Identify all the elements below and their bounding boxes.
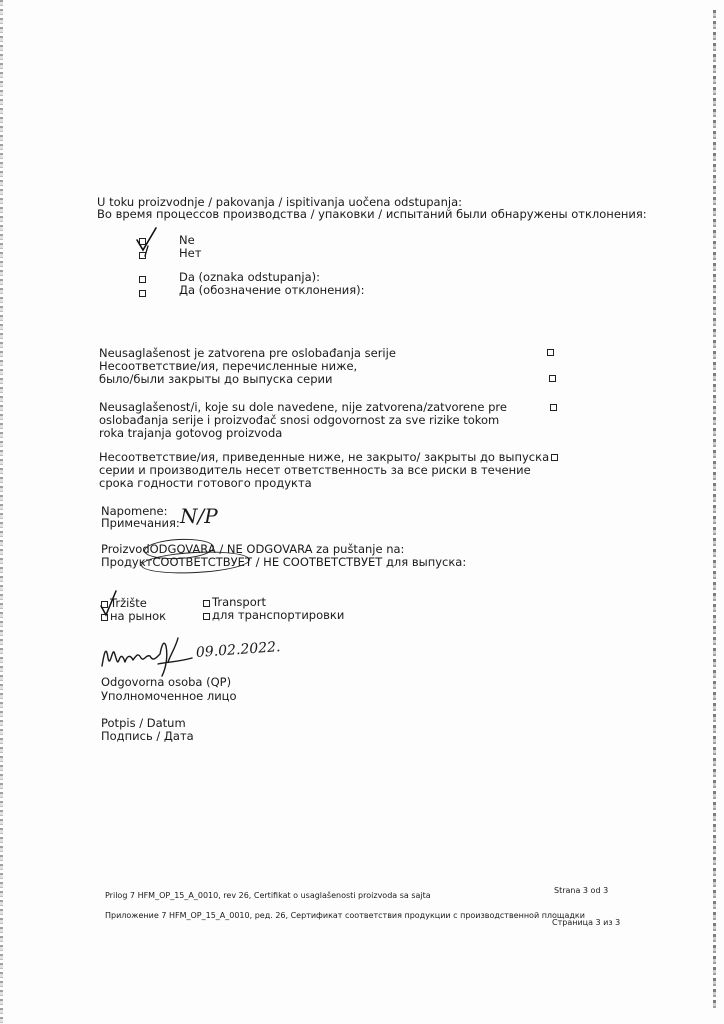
- conformity-prefix-ru: Продукт: [101, 555, 153, 569]
- notes-handwritten-value: N/P: [180, 504, 218, 528]
- nc-open-ru-line3: срока годности готового продукта: [99, 476, 312, 490]
- deviations-heading-sr: U toku proizvodnje / pakovanja / ispitivanja uočena odstupanja:: [97, 195, 463, 209]
- sign-date-label-ru: Подпись / Дата: [101, 729, 194, 743]
- yes-label-sr: Da (oznaka odstupanja):: [179, 270, 320, 284]
- notes-label-sr: Napomene:: [101, 504, 168, 518]
- nc-closed-checkbox-sr[interactable]: [547, 349, 554, 356]
- scan-edge-left: [0, 0, 3, 1024]
- transport-checkbox-sr[interactable]: [203, 600, 210, 607]
- deviations-heading-ru: Во время процессов производства / упаковки / испытаний были обнаружены отклонения:: [97, 207, 647, 221]
- nc-closed-checkbox-ru[interactable]: [549, 375, 556, 382]
- nc-closed-ru-line2: было/были закрыты до выпуска серии: [99, 372, 333, 386]
- nc-open-sr-line3: roka trajanja gotovog proizvoda: [99, 426, 283, 440]
- footer-ref-ru: Приложение 7 HFM_OP_15_A_0010, ред. 26, Сертификат соответствия продукции с производственной площадки: [105, 911, 585, 920]
- transport-checkbox-ru[interactable]: [203, 613, 210, 620]
- qp-label-ru: Уполномоченное лицо: [101, 689, 237, 703]
- nc-open-checkbox-ru[interactable]: [551, 454, 558, 461]
- qp-handwritten-date: 09.02.2022.: [195, 639, 281, 661]
- yes-label-ru: Да (обозначение отклонения):: [179, 283, 365, 297]
- market-label-sr: Tržište: [110, 596, 147, 610]
- no-label-sr: Ne: [179, 233, 195, 247]
- nc-open-sr-line2: oslobađanja serije i proizvođač snosi odgovornost za sve rizike tokom: [99, 413, 500, 427]
- nc-open-sr-line1: Neusaglašenost/i, koje su dole navedene, nije zatvorena/zatvorene pre: [99, 400, 507, 414]
- no-handwritten-checkmark-icon: [134, 226, 160, 258]
- nc-open-ru-line2: серии и производитель несет ответственность за все риски в течение: [99, 463, 531, 477]
- yes-checkbox-ru[interactable]: [139, 290, 146, 297]
- nc-closed-sr: Neusaglašenost je zatvorena pre oslobađanja serije: [99, 346, 396, 360]
- sign-date-label-sr: Potpis / Datum: [101, 716, 186, 730]
- notes-label-ru: Примечания:: [101, 516, 180, 530]
- footer-page-ru: Страница 3 из 3: [552, 918, 621, 927]
- qp-label-sr: Odgovorna osoba (QP): [101, 675, 232, 689]
- nc-closed-ru-line1: Несоответствие/ия, перечисленные ниже,: [99, 359, 358, 373]
- nc-open-ru-line1: Несоответствие/ия, приведенные ниже, не закрыто/ закрыты до выпуска: [99, 450, 550, 464]
- conformity-ok-ru: СООТВЕТСТВУЕТ: [152, 555, 252, 569]
- footer-page-sr: Strana 3 od 3: [554, 886, 609, 895]
- yes-checkbox-sr[interactable]: [139, 276, 146, 283]
- transport-label-ru: для транспортировки: [212, 608, 345, 622]
- transport-label-sr: Transport: [212, 595, 266, 609]
- footer-ref-sr: Prilog 7 HFM_OP_15_A_0010, rev 26, Certifikat o usaglašenosti proizvoda sa sajta: [105, 891, 431, 900]
- market-label-ru: на рынок: [110, 609, 167, 623]
- conformity-rest-ru: / НЕ СООТВЕТСТВУЕТ для выпуска:: [251, 555, 467, 569]
- scan-edge-right: [713, 10, 716, 1010]
- conformity-rest-sr: / NE ODGOVARA za puštanje na:: [215, 542, 405, 556]
- nc-open-checkbox-sr[interactable]: [550, 404, 557, 411]
- conformity-ok-sr: ODGOVARA: [149, 542, 216, 556]
- qp-handwritten-signature: [98, 632, 198, 680]
- no-label-ru: Нет: [179, 246, 202, 260]
- conformity-prefix-sr: Proizvod: [101, 542, 150, 556]
